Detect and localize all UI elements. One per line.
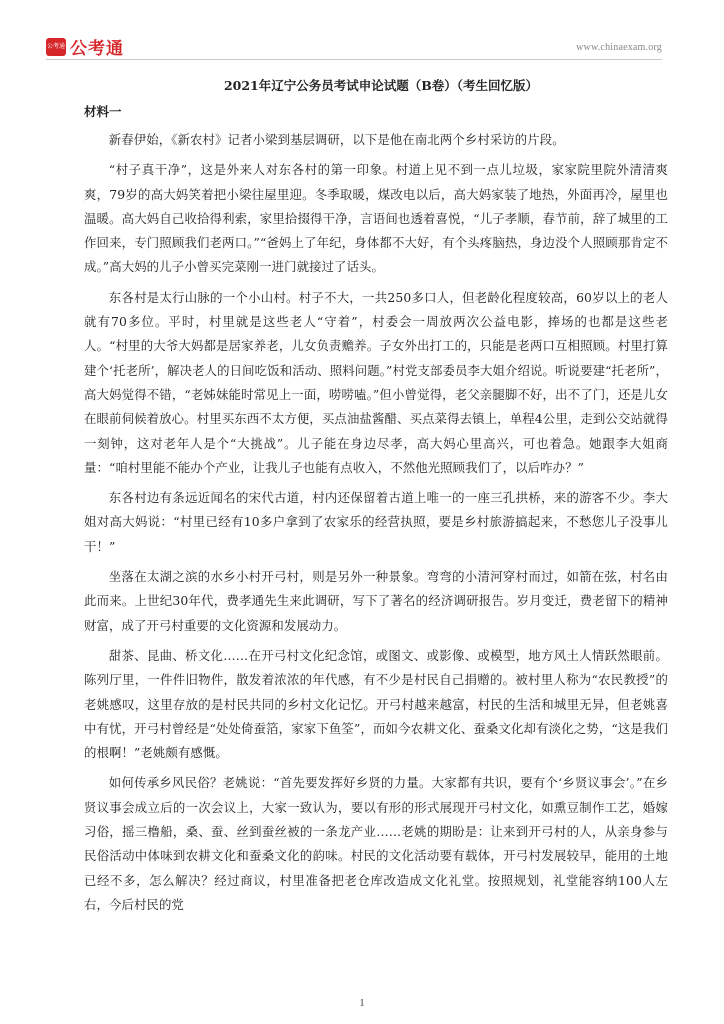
brand-logo[interactable] [46, 34, 124, 59]
logo-text: 公考通 [70, 39, 124, 59]
document-title: 2021年辽宁公务员考试申论试题（B卷）（考生回忆版） [223, 78, 539, 93]
paragraph: 甜茶、昆曲、桥文化……在开弓村文化纪念馆，或图文、或影像、或模型，地方风土人情跃然眼前。陈列厅里，一件件旧物件，散发着浓浓的年代感，有不少是村民自己捐赠的。被村里人称为“农民教授”的老姚感叹，这里存放的是村民共同的乡村文化记忆。开弓村越来越富，村民的生活和城里无异，但老姚喜中有忧，开弓村曾经是“处处倚蚕箔，家家下鱼筌”，而如今农耕文化、蚕桑文化却有淡化之势，“这是我们的根啊！”老姚颇有感慨。 [84, 647, 668, 761]
paragraph: 新春伊始，《新农村》记者小梁到基层调研，以下是他在南北两个乡村采访的片段。 [108, 132, 565, 147]
page-number: 1 [359, 998, 365, 1009]
site-url[interactable]: www.chinaexam.org [576, 42, 662, 53]
document-body [84, 76, 668, 917]
logo-mark-icon: 公考通 [46, 38, 66, 56]
page-header [46, 34, 662, 60]
paragraph: 坐落在太湖之滨的水乡小村开弓村，则是另外一种景象。弯弯的小清河穿村而过，如箭在弦，村名由此而来。上世纪30年代，费孝通先生来此调研，写下了著名的经济调研报告。岁月变迁，费老留下的精神财富，成了开弓村重要的文化资源和发展动力。 [84, 569, 668, 633]
paragraph: 东各村是太行山脉的一个小山村。村子不大，一共250多口人，但老龄化程度较高，60岁以上的老人就有70多位。平时，村里就是这些老人“守着”，村委会一周放两次公益电影，捧场的也都是这些老人。“村里的大爷大妈都是居家养老，儿女负责赡养。子女外出打工的，只能是老两口互相照顾。村里打算建个‘托老所’，解决老人的日间吃饭和活动、照料问题。”村党支部委员李大姐介绍说。听说要建“托老所”，高大妈觉得不错，“老姊妹能时常见上一面，唠唠嗑。”但小曾觉得，老父亲腿脚不好，出不了门，还是儿女在眼前伺候着放心。村里买东西不太方便，买点油盐酱醋、买点菜得去镇上，单程4公里，走到公交站就得一刻钟，这对老年人是个“大挑战”。儿子能在身边尽孝，高大妈心里高兴，可也着急。她跟李大姐商量：“咱村里能不能办个产业，让我儿子也能有点收入，不然他光照顾我们了，以后咋办？” [84, 289, 668, 475]
paragraph: “村子真干净”，这是外来人对东各村的第一印象。村道上见不到一点儿垃圾，家家院里院外清清爽爽，79岁的高大妈笑着把小梁往屋里迎。冬季取暖，煤改电以后，高大妈家装了地热，外面再冷，屋里也温暖。高大妈自己收拾得利索，家里拾掇得干净，言语间也透着喜悦，“儿子孝顺，春节前，辞了城里的工作回来，专门照顾我们老两口。”“爸妈上了年纪，身体都不大好，有个头疼脑热，身边没个人照顾那肯定不成。”高大妈的儿子小曾买完菜刚一进门就接过了话头。 [84, 162, 668, 275]
section-heading: 材料一 [84, 104, 122, 119]
header-divider [46, 59, 662, 60]
paragraph: 如何传承乡风民俗？老姚说：“首先要发挥好乡贤的力量。大家都有共识，要有个‘乡贤议事会’。”在乡贤议事会成立后的一次会议上，大家一致认为，要以有形的形式展现开弓村文化，如熏豆制作工艺，婚嫁习俗，摇三橹船，桑、蚕、丝到蚕丝被的一条龙产业……老姚的期盼是：让来到开弓村的人，从亲身参与民俗活动中体味到农耕文化和蚕桑文化的韵味。村民的文化活动要有载体，开弓村发展较早，能用的土地已经不多，怎么解决？经过商议，村里准备把老仓库改造成文化礼堂。按照规划，礼堂能容纳100人左右，今后村民的党 [84, 775, 668, 912]
paragraph: 东各村边有条远近闻名的宋代古道，村内还保留着古道上唯一的一座三孔拱桥，来的游客不少。李大姐对高大妈说：“村里已经有10多户拿到了农家乐的经营执照，要是乡村旅游搞起来，不愁您儿子没事儿干！” [84, 490, 668, 554]
